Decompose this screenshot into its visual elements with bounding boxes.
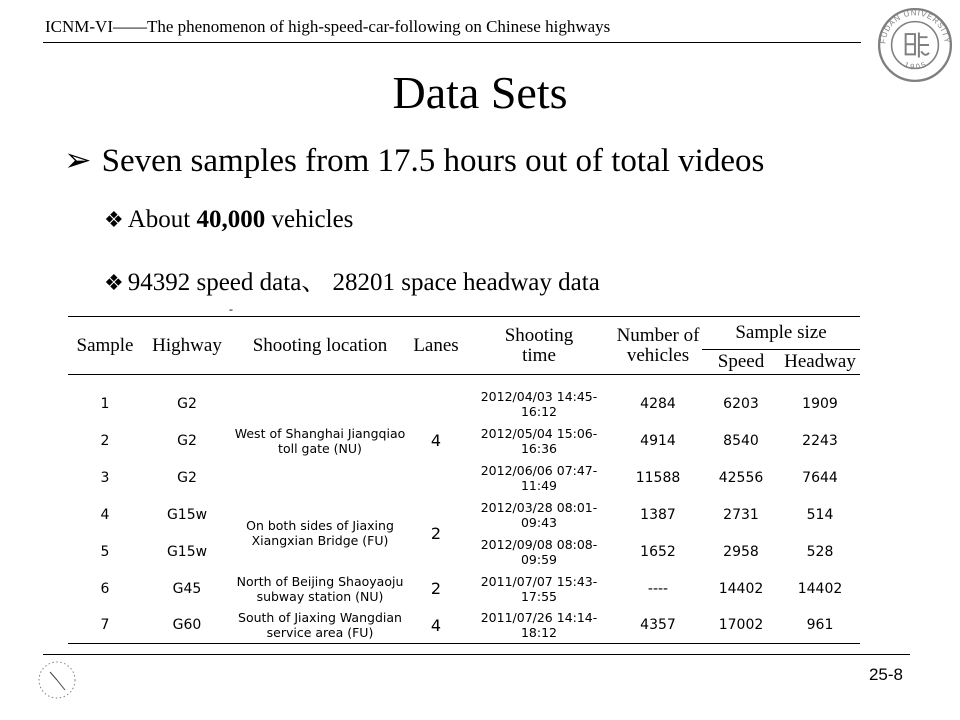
col-header-highway: Highway (142, 317, 232, 375)
cell-highway: G60 (142, 607, 232, 644)
col-header-time (464, 317, 614, 375)
sub-bullet-text-before: About (127, 206, 197, 233)
arrow-bullet-icon: ➢ (64, 143, 92, 179)
cell-location-line2: Xiangxian Bridge (FU) (251, 533, 389, 548)
seal-university-text: FUDAN UNIVERSITY (878, 8, 952, 45)
cell-location-line1: On both sides of Jiaxing (246, 518, 394, 533)
cell-location (232, 607, 408, 644)
cell-sample: 6 (100, 580, 110, 597)
cell-lanes: 4 (408, 607, 464, 644)
cell-highway: G15w (166, 543, 208, 560)
cell-lanes: 2 (430, 579, 442, 598)
cell-sample: 3 (100, 469, 110, 486)
cell-sample: 1 (100, 395, 110, 412)
page-number: 25-8 (868, 665, 903, 684)
cell-highway: G2 (177, 469, 197, 486)
sub-bullet-data-text: 94392 speed data、 28201 space headway data (127, 269, 600, 296)
cell-location (232, 496, 408, 570)
table-row (68, 375, 860, 423)
cell-headway: 528 (806, 543, 834, 560)
cell-vehicles: 4357 (614, 607, 702, 644)
cell-time: 2012/09/08 08:08-09:59 (480, 536, 598, 567)
sub-bullet-text-after: vehicles (265, 206, 354, 233)
cell-location-line2: service area (FU) (266, 625, 374, 640)
header-divider (43, 42, 861, 43)
cell-headway: 1909 (802, 395, 838, 412)
cell-speed: 8540 (723, 432, 759, 449)
cell-location-line1: South of Jiaxing Wangdian (238, 610, 402, 625)
cell-lanes: 2 (430, 523, 442, 543)
cell-time: 2011/07/26 14:14-18:12 (464, 607, 614, 644)
cell-time: 2011/07/07 15:43-17:55 (480, 573, 598, 604)
data-sets-table (68, 316, 860, 644)
col-header-sample: Sample (68, 317, 142, 375)
cell-sample: 5 (100, 543, 110, 560)
header-title: ICNM-VI——The phenomenon of high-speed-car-following on Chinese highways (45, 17, 611, 36)
cell-headway: 2243 (802, 432, 838, 449)
cell-highway: G2 (177, 395, 197, 412)
cell-location-line1: West of Shanghai Jiangqiao (234, 425, 406, 441)
cell-speed: 6203 (723, 395, 759, 412)
col-header-location: Shooting location (232, 317, 408, 375)
diamond-bullet-icon: ❖ (104, 270, 124, 295)
col-header-headway: Headway (780, 350, 860, 375)
sub-bullet-data (104, 262, 600, 298)
cell-location (232, 570, 408, 607)
cell-time: 2012/06/06 07:47-11:49 (480, 462, 598, 493)
col-header-time-line2: time (522, 344, 556, 366)
col-header-vehicles-line2: vehicles (626, 344, 690, 366)
col-header-sample-size: Sample size (702, 317, 860, 350)
cell-highway: G2 (177, 432, 197, 449)
col-header-vehicles (614, 317, 702, 375)
cell-speed: 42556 (718, 469, 764, 486)
cell-location (232, 375, 408, 497)
cell-location-line2: toll gate (NU) (278, 440, 362, 456)
cell-vehicles: 1652 (640, 543, 676, 560)
cell-speed: 2731 (723, 506, 759, 523)
footer-clock-logo (37, 660, 77, 700)
seal-year-text: 1 9 0 5 (902, 60, 928, 72)
vehicle-count: 40,000 (196, 206, 266, 233)
cell-headway: 514 (806, 506, 834, 523)
cell-speed: 17002 (702, 607, 780, 644)
table-row (68, 607, 860, 644)
col-header-time-line1: Shooting (504, 324, 574, 346)
cell-location-line1: North of Beijing Shaoyaoju (236, 573, 404, 589)
slide-title: Data Sets (392, 67, 568, 118)
main-bullet (64, 140, 764, 180)
cell-vehicles: 4914 (640, 432, 676, 449)
cell-sample: 4 (100, 506, 110, 523)
cell-lanes: 4 (430, 431, 442, 450)
main-bullet-text: Seven samples from 17.5 hours out of total videos (101, 143, 765, 179)
cell-headway: 961 (780, 607, 860, 644)
cell-headway: 7644 (802, 469, 838, 486)
table-row (68, 570, 860, 607)
diamond-bullet-icon: ❖ (104, 207, 124, 232)
cell-time: 2012/03/28 08:01-09:43 (480, 499, 598, 530)
sub-bullet-vehicles (104, 206, 353, 234)
cell-highway: G45 (172, 580, 202, 597)
cell-highway: G15w (166, 506, 208, 523)
cell-vehicles: 4284 (640, 395, 676, 412)
col-header-vehicles-line1: Number of (616, 324, 700, 346)
cell-vehicles: 11588 (635, 469, 681, 486)
table-row (68, 496, 860, 533)
stray-mark: - (229, 302, 233, 316)
cell-sample: 7 (68, 607, 142, 644)
table-row (68, 533, 860, 570)
table-row (68, 459, 860, 496)
cell-headway: 14402 (797, 580, 843, 597)
footer-divider (43, 654, 910, 655)
cell-speed: 2958 (723, 543, 759, 560)
table-row (68, 422, 860, 459)
cell-sample: 2 (100, 432, 110, 449)
cell-vehicles: 1387 (640, 506, 676, 523)
cell-time: 2012/04/03 14:45-16:12 (480, 388, 598, 419)
cell-speed: 14402 (718, 580, 764, 597)
cell-location-line2: subway station (NU) (256, 588, 384, 604)
cell-vehicles: ---- (647, 580, 669, 597)
col-header-speed: Speed (702, 350, 780, 375)
col-header-lanes: Lanes (408, 317, 464, 375)
cell-time: 2012/05/04 15:06-16:36 (480, 425, 598, 456)
